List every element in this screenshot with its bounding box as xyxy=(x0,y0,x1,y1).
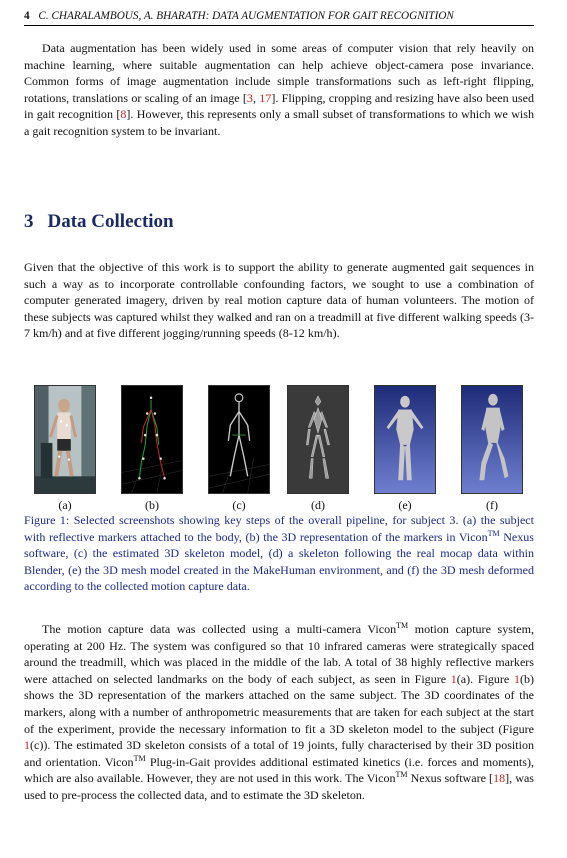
caption-text-a: Figure 1: Selected screenshots showing key steps of the overall pipeline, for subject 3. (a) the subject with reflective markers attached to the body, (b) the 3D representation of the markers in Vicon xyxy=(24,513,534,544)
section-paragraph: Given that the objective of this work is to support the ability to generate augmented gait sequences in such a way as to incorporate controllable confounding factors, we sought to use a combination of computer generated imagery, driven by real motion capture data of human volunteers. The motion of these subjects was captured whilst they walked and ran on a treadmill at five different walking speeds (3-7 km/h) and at five different jogging/running speeds (8-12 km/h). xyxy=(24,260,534,341)
final-text-2: motion capture system, operating at 200 Hz. The system was configured so that 10 infrared cameras were strategically spaced around the treadmill, which was placed in the middle of the lab. A total of 38 highly reflective markers were attached on selected landmarks on the body of each subject, as seen in Figure xyxy=(24,622,534,686)
figure-panel-b-markers xyxy=(121,385,183,494)
section-title: Data Collection xyxy=(47,211,174,232)
figure-ref-link[interactable]: 1 xyxy=(450,671,457,686)
panel-label-c: (c) xyxy=(232,498,246,512)
figure-panel-d-blender-skeleton xyxy=(287,385,349,494)
section-number: 3 xyxy=(24,211,34,232)
final-text-6: Plug-in-Gait provides additional estimated kinetics (i.e. forces and moments), which are also available. However, they are not used in this work. The Vicon xyxy=(24,754,534,786)
final-text-5: (c)). The estimated 3D skeleton consists of a total of 19 joints, fully characterised by their 3D position and orientation. Vicon xyxy=(24,738,534,769)
intro-text-c: ]. However, this represents only a small subset of transformations to which we wish a gait recognition system to be invariant. xyxy=(24,107,534,138)
figure-caption xyxy=(24,512,534,595)
final-text-3: (a). Figure xyxy=(456,671,514,686)
citation-link-8[interactable]: 8 xyxy=(120,107,127,122)
page-number: 4 xyxy=(24,10,30,22)
panel-label-e: (e) xyxy=(398,498,412,512)
citation-link-18[interactable]: 18 xyxy=(493,771,506,786)
final-paragraph xyxy=(24,621,534,804)
final-text-1: The motion capture data was collected using a multi-camera Vicon xyxy=(42,622,397,636)
figure-ref-link[interactable]: 1 xyxy=(513,671,520,686)
panel-label-a: (a) xyxy=(58,498,72,512)
section-heading xyxy=(24,211,174,233)
caption-text-b: Nexus software, (c) the estimated 3D skeleton model, (d) a skeleton following the real mocap data within Blender, (e) the 3D mesh model created in the MakeHuman environment, and (f) the 3D mesh deformed according to the collected motion capture data. xyxy=(24,529,534,594)
intro-text-b: ]. Flipping, cropping and resizing have also been used in gait recognition [ xyxy=(24,90,534,122)
final-text-4: (b) shows the 3D representation of the markers attached on the same subject. The 3D coordinates of the markers, along with a number of anthropometric measurements that are taken for each subject at the start of the experiment, provide the necessary information to fit a 3D skeleton model to the subject (Figure xyxy=(24,671,535,736)
figure-panel-e-mesh-model xyxy=(374,385,436,494)
trademark-sup: TM xyxy=(395,770,408,780)
trademark-sup: TM xyxy=(396,620,409,630)
running-header xyxy=(24,10,534,26)
figure-panel-a-photo xyxy=(34,385,96,494)
citation-link-17[interactable]: 17 xyxy=(259,90,272,105)
panel-label-f: (f) xyxy=(486,498,498,512)
citation-link-3[interactable]: 3 xyxy=(246,90,253,105)
panel-label-b: (b) xyxy=(145,498,159,512)
intro-paragraph xyxy=(24,40,534,140)
final-text-7: Nexus software [ xyxy=(407,771,494,786)
trademark-sup: TM xyxy=(487,528,500,538)
figure-panel-c-skeleton xyxy=(208,385,270,494)
figure-1 xyxy=(34,385,534,497)
figure-panel-f-deformed-mesh xyxy=(461,385,523,494)
final-text-8: ], was used to pre-process the collected data, and to estimate the 3D skeleton. xyxy=(24,771,534,802)
intro-sep: , xyxy=(252,90,260,105)
figure-ref-link[interactable]: 1 xyxy=(24,738,31,753)
intro-text-a: Data augmentation has been widely used in some areas of computer vision that rely heavily on machine learning, where suitable augmentation can help achieve object-camera pose invariance. Common forms of image augmentation include simple transformations such as left-right flipping, rotations, translations or scaling of an image [ xyxy=(24,41,534,105)
running-title: C. CHARALAMBOUS, A. BHARATH: DATA AUGMENTATION FOR GAIT RECOGNITION xyxy=(38,10,454,22)
panel-label-d: (d) xyxy=(311,498,325,512)
trademark-sup: TM xyxy=(133,753,146,763)
